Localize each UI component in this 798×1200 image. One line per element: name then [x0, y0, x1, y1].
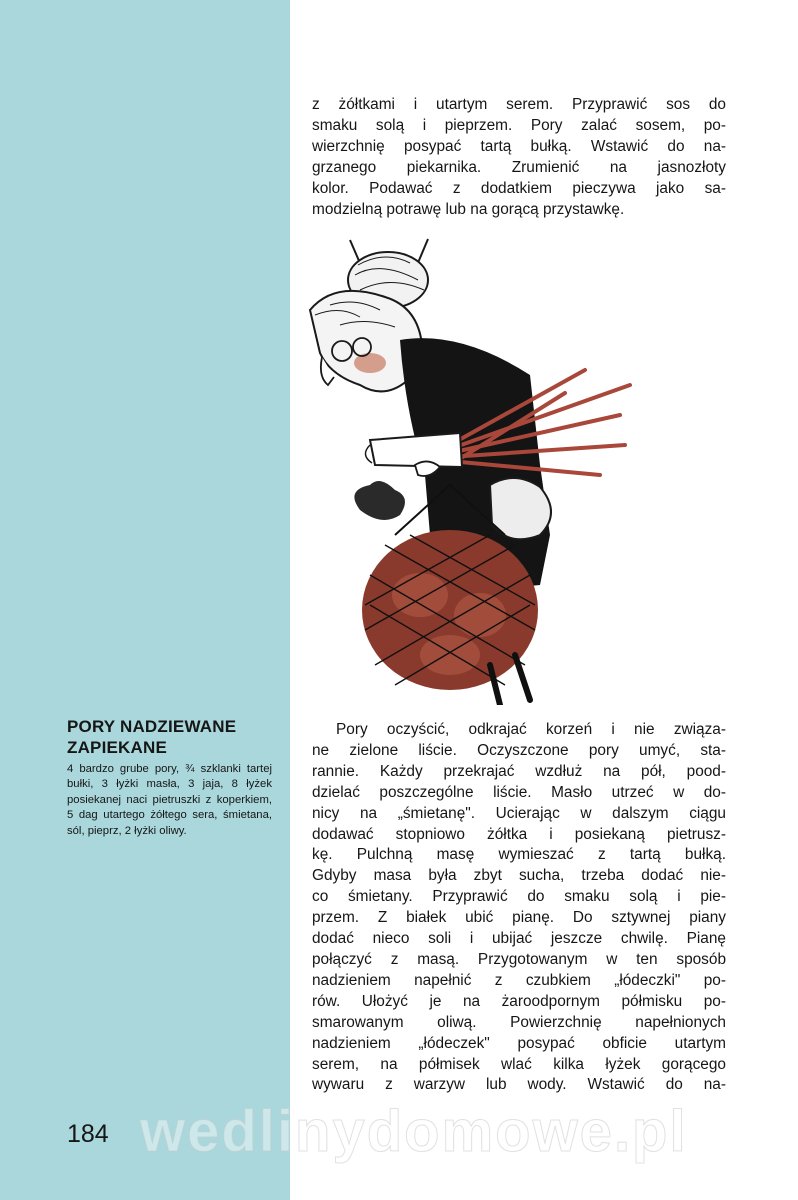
text-line: smaku solą i pieprzem. Pory zalać sosem, po- — [312, 116, 726, 134]
watermark: wedlinydomowe.pl — [140, 1099, 688, 1164]
woman-with-leeks-illustration — [300, 235, 635, 705]
ingredients-list: 4 bardzo grube pory, ¾ szklanki tartej bułki, 3 łyżki masła, 3 jaja, 8 łyżek posiekanej naci pietruszki z koperkiem, 5 dag utartego żółtego sera, śmietana, sól, pieprz, 2 łyżki oliwy. — [67, 763, 272, 837]
text-line: nicy na „śmietanę". Ucierając w dalszym ciągu — [312, 804, 726, 822]
recipe-sidebar — [0, 0, 290, 1200]
text-line: Gdyby masa była zbyt sucha, trzeba dodać nie- — [312, 867, 726, 885]
text-line: nadzieniem napełnić z czubkiem „łódeczki" po- — [312, 971, 726, 989]
text-line: przem. Z białek ubić pianę. Do sztywnej piany — [312, 909, 726, 927]
text-line: wierzchnię posypać tartą bułką. Wstawić do na- — [312, 137, 726, 155]
text-line: Pory oczyścić, odkrajać korzeń i nie związa- — [336, 721, 726, 738]
text-line: rannie. Każdy przekrajać wzdłuż na pół, pood- — [312, 762, 726, 780]
page-number: 184 — [67, 1120, 109, 1148]
recipe-title: PORY NADZIEWANE ZAPIEKANE — [67, 717, 237, 757]
text-line: dodać nieco soli i ubijać jeszcze chwilę. Pianę — [312, 930, 726, 948]
text-line: z żółtkami i utartym serem. Przyprawić sos do — [312, 96, 726, 113]
text-line: smarowanym oliwą. Powierzchnię napełnionych — [312, 1013, 726, 1031]
recipe-instructions — [312, 720, 726, 1096]
text-line: grzanego piekarnika. Zrumienić na jasnozłoty — [312, 158, 726, 176]
text-line: dzielać poszczególne liście. Masło utrzeć w do- — [312, 783, 726, 801]
text-line: co śmietany. Przyprawić do smaku solą i pie- — [312, 888, 726, 906]
text-line: dodawać stopniowo żółtka i posiekaną pietrusz- — [312, 825, 726, 843]
text-line: kolor. Podawać z dodatkiem pieczywa jako sa- — [312, 179, 726, 197]
text-line: nadzieniem „łódeczek" posypać obficie utartym — [312, 1034, 726, 1052]
text-line: połączyć z masą. Przygotowanym w ten sposób — [312, 950, 726, 968]
text-line: kę. Pulchną masę wymieszać z tartą bułką. — [312, 846, 726, 864]
text-line: ne zielone liście. Oczyszczone pory umyć, sta- — [312, 741, 726, 759]
text-line: wywaru z warzyw lub wody. Wstawić do na- — [312, 1076, 726, 1094]
text-line: rów. Ułożyć je na żaroodpornym półmisku po- — [312, 992, 726, 1010]
text-line: serem, na półmisek wlać kilka łyżek gorącego — [312, 1055, 726, 1073]
recipe-continuation-text — [312, 95, 726, 220]
text-line: modzielną potrawę lub na gorącą przystawkę. — [312, 200, 625, 218]
